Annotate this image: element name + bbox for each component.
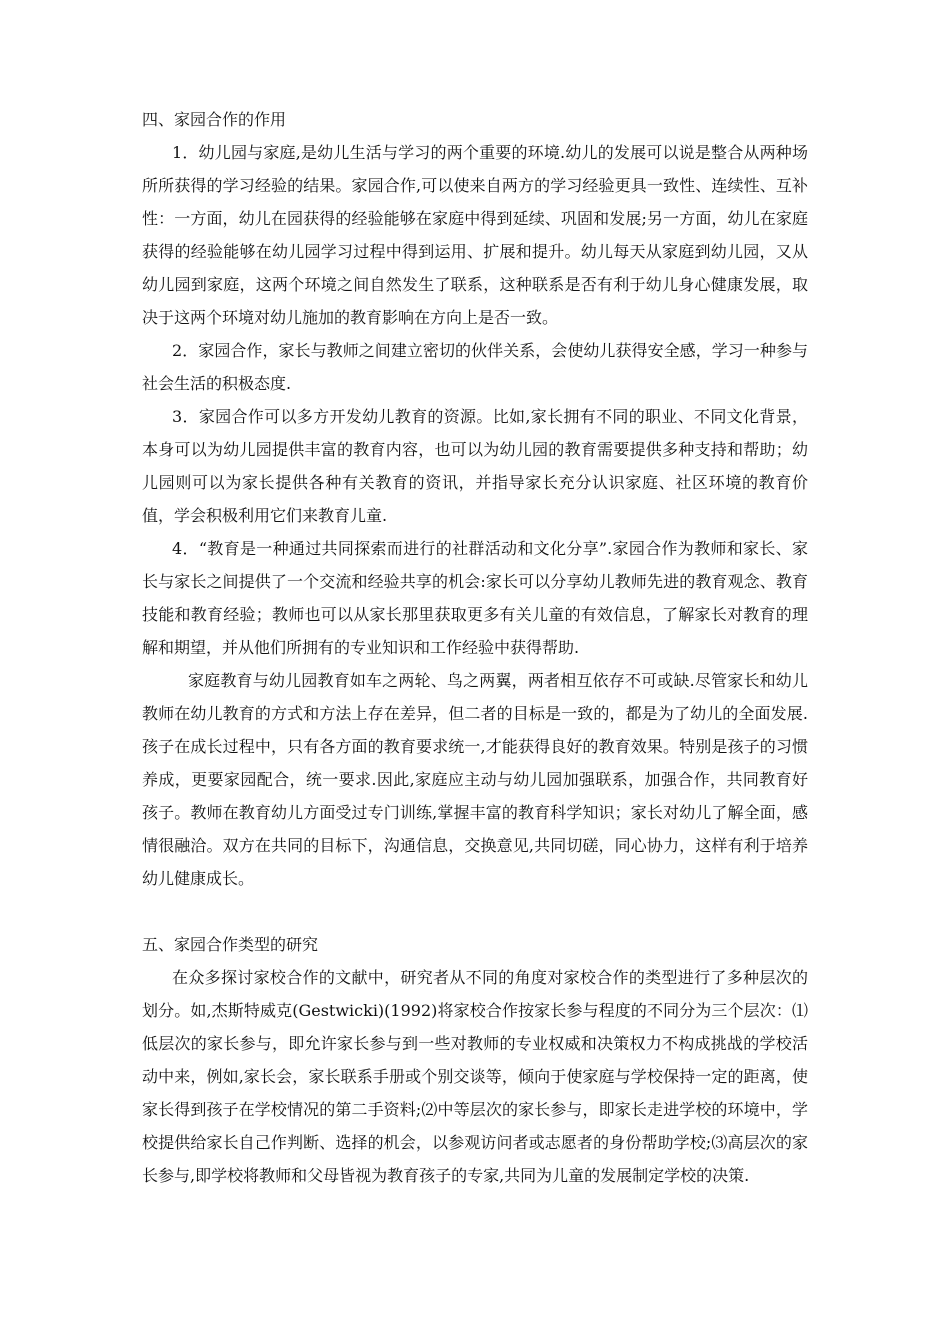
section-5-paragraph-1: 在众多探讨家校合作的文献中，研究者从不同的角度对家校合作的类型进行了多种层次的划分。如,杰斯特威克(Gestwicki)(1992)将家校合作按家长参与程度的不同分为三个层次：⑴低层次的家长参与，即允许家长参与到一些对教师的专业权威和决策权力不构成挑战的学校活动中来，例如,家长会，家长联系手册或个别交谈等，倾向于使家庭与学校保持一定的距离，使家长得到孩子在学校情况的第二手资料;⑵中等层次的家长参与，即家长走进学校的环境中，学校提供给家长自己作判断、选择的机会，以参观访问者或志愿者的身份帮助学校;⑶高层次的家长参与,即学校将教师和父母皆视为教育孩子的专家,共同为儿童的发展制定学校的决策. [142,968,808,1185]
section-5-heading: 五、家园合作类型的研究 [142,935,319,954]
section-spacer [142,895,808,929]
document-body [142,104,808,1192]
section-4-paragraph-3: 3．家园合作可以多方开发幼儿教育的资源。比如,家长拥有不同的职业、不同文化背景，本身可以为幼儿园提供丰富的教育内容，也可以为幼儿园的教育需要提供多种支持和帮助；幼儿园则可以为家长提供各种有关教育的资讯，并指导家长充分认识家庭、社区环境的教育价值，学会积极利用它们来教育儿童. [142,407,808,525]
section-4-paragraph-4: 4．“教育是一种通过共同探索而进行的社群活动和文化分享”.家园合作为教师和家长、家长与家长之间提供了一个交流和经验共享的机会:家长可以分享幼儿教师先进的教育观念、教育技能和教育经验；教师也可以从家长那里获取更多有关儿童的有效信息，了解家长对教育的理解和期望，并从他们所拥有的专业知识和工作经验中获得帮助. [142,539,808,657]
section-4-paragraph-2: 2．家园合作，家长与教师之间建立密切的伙伴关系，会使幼儿获得安全感，学习一种参与社会生活的积极态度. [142,341,808,393]
section-4-paragraph-1: 1．幼儿园与家庭,是幼儿生活与学习的两个重要的环境.幼儿的发展可以说是整合从两种场所所获得的学习经验的结果。家园合作,可以使来自两方的学习经验更具一致性、连续性、互补性：一方面，幼儿在园获得的经验能够在家庭中得到延续、巩固和发展;另一方面，幼儿在家庭获得的经验能够在幼儿园学习过程中得到运用、扩展和提升。幼儿每天从家庭到幼儿园，又从幼儿园到家庭，这两个环境之间自然发生了联系，这种联系是否有利于幼儿身心健康发展，取决于这两个环境对幼儿施加的教育影响在方向上是否一致。 [142,143,808,327]
section-4-heading: 四、家园合作的作用 [142,110,287,129]
section-4-summary-paragraph: 家庭教育与幼儿园教育如车之两轮、鸟之两翼，两者相互依存不可或缺.尽管家长和幼儿教师在幼儿教育的方式和方法上存在差异，但二者的目标是一致的，都是为了幼儿的全面发展.孩子在成长过程中，只有各方面的教育要求统一,才能获得良好的教育效果。特别是孩子的习惯养成，更要家园配合，统一要求.因此,家庭应主动与幼儿园加强联系，加强合作，共同教育好孩子。教师在教育幼儿方面受过专门训练,掌握丰富的教育科学知识；家长对幼儿了解全面，感情很融洽。双方在共同的目标下，沟通信息，交换意见,共同切磋，同心协力，这样有利于培养幼儿健康成长。 [142,671,808,888]
